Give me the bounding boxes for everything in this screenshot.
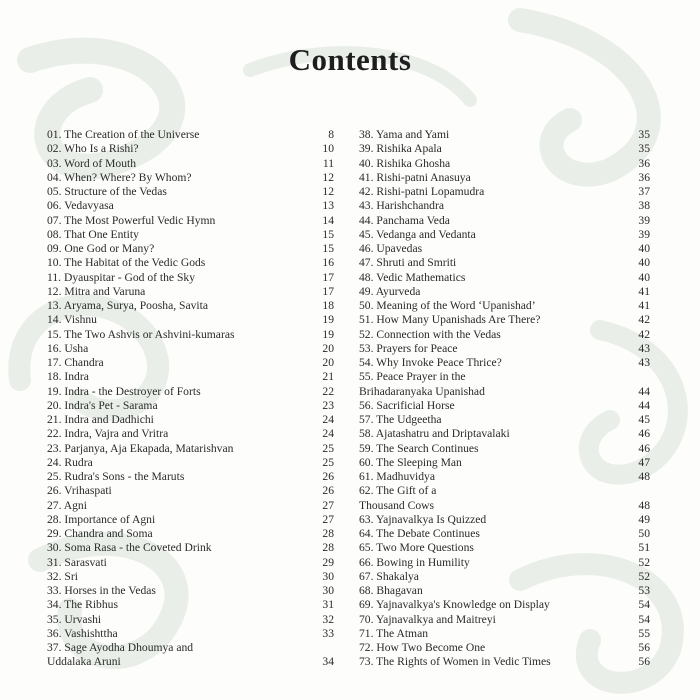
toc-entry [47,171,334,185]
toc-entry [359,157,650,171]
toc-entry-page: 40 [638,242,650,255]
toc-entry-page: 49 [638,512,650,526]
toc-entry-title: 28. Importance of Agni [47,512,156,526]
toc-entry-page: 8 [328,128,334,141]
toc-entry [47,385,334,399]
toc-entry [47,470,334,484]
toc-entry [47,285,334,299]
toc-entry-title: 07. The Most Powerful Vedic Hymn [47,213,216,227]
toc-entry-page: 15 [322,242,334,255]
toc-entry-title: 15. The Two Ashvis or Ashvini-kumaras [47,327,235,341]
toc-entry [359,641,650,655]
toc-entry-title: 41. Rishi-patni Anasuya [359,170,471,184]
toc-entry-title: 01. The Creation of the Universe [47,128,200,141]
toc-entry-title: 14. Vishnu [47,313,97,327]
toc-entry [359,299,650,313]
toc-entry-title: 58. Ajatashatru and Driptavalaki [359,427,510,441]
toc-entry-title: 13. Aryama, Surya, Poosha, Savita [47,299,209,312]
toc-entry-title: 23. Parjanya, Aja Ekapada, Matarishvan [47,441,234,455]
toc-entry [359,627,650,641]
toc-entry [47,399,334,413]
toc-right-column [359,128,650,670]
toc-entry-title: 61. Madhuvidya [359,470,435,483]
toc-entry-title: 35. Urvashi [47,612,102,626]
toc-entry-title: 70. Yajnavalkya and Maitreyi [359,612,496,626]
toc-entry-page: 40 [638,256,650,270]
toc-entry-page: 27 [322,512,334,526]
toc-entry-page: 37 [638,185,650,198]
toc-entry [359,128,650,142]
toc-entry-page: 45 [638,413,650,426]
toc-entry-page: 39 [638,227,650,241]
toc-entry-title: 47. Shruti and Smriti [359,256,457,270]
toc-entry [47,513,334,527]
toc-entry [359,199,650,213]
toc-entry [47,442,334,456]
toc-entry-page: 43 [638,341,650,355]
toc-entry [47,598,334,612]
toc-entry-title: 50. Meaning of the Word ‘Upanishad’ [359,299,536,312]
toc-entry-page: 46 [638,441,650,455]
toc-entry-title: 25. Rudra's Sons - the Maruts [47,470,185,483]
toc-entry-title: 69. Yajnavalkya's Knowledge on Display [359,598,550,612]
toc-entry-page: 30 [322,569,334,583]
toc-entry-title: 60. The Sleeping Man [359,455,462,469]
toc-entry [359,527,650,541]
toc-entry-page: 44 [638,384,650,398]
toc-entry-page: 10 [322,142,334,156]
toc-entry [359,328,650,342]
toc-entry-page: 13 [322,199,334,213]
toc-entry-page: 56 [638,641,650,654]
toc-entry-title: 39. Rishika Apala [359,142,442,156]
toc-entry-page: 29 [322,555,334,569]
toc-entry-page: 41 [638,299,650,312]
toc-entry-page: 46 [638,427,650,441]
toc-entry [47,228,334,242]
toc-entry-page: 39 [638,213,650,227]
toc-entry-title: 55. Peace Prayer in the Brihadaranyaka Upanishad [359,370,485,398]
toc-entry-page: 32 [322,612,334,626]
toc-left-column [47,128,334,670]
toc-entry-page: 24 [322,427,334,441]
toc-entry-title: 56. Sacrificial Horse [359,398,455,412]
toc-entry-page: 12 [322,185,334,198]
toc-entry [359,556,650,570]
toc-entry-page: 54 [638,612,650,626]
toc-entry-title: 16. Usha [47,341,89,355]
toc-entry-page: 26 [322,484,334,498]
toc-entry [359,214,650,228]
toc-entry-page: 55 [638,626,650,640]
toc-entry-page: 20 [322,341,334,355]
toc-entry-page: 41 [638,284,650,298]
toc-entry-page: 51 [638,541,650,555]
toc-entry [359,513,650,527]
toc-entry-page: 11 [322,156,334,170]
toc-entry-title: 48. Vedic Mathematics [359,270,466,284]
toc-entry [47,427,334,441]
toc-entry [359,427,650,441]
toc-entry [359,613,650,627]
toc-entry-title: 38. Yama and Yami [359,128,450,141]
toc-entry [47,413,334,427]
toc-entry [47,142,334,156]
toc-entry [47,356,334,370]
toc-entry-page: 31 [322,598,334,612]
toc-entry-title: 67. Shakalya [359,569,419,583]
toc-entry-title: 11. Dyauspitar - God of the Sky [47,270,196,284]
toc-entry-page: 14 [322,213,334,227]
toc-entry [359,228,650,242]
toc-entry [359,285,650,299]
toc-entry-title: 33. Horses in the Vedas [47,584,156,597]
toc-entry-page: 30 [322,584,334,597]
toc-entry-page: 24 [322,413,334,426]
toc-entry-title: 63. Yajnavalkya Is Quizzed [359,512,487,526]
toc-entry-title: 59. The Search Continues [359,441,479,455]
toc-entry-title: 18. Indra [47,370,89,384]
toc-entry-title: 51. How Many Upanishads Are There? [359,313,541,327]
toc-entry [359,370,650,399]
toc-entry-title: 02. Who Is a Rishi? [47,142,139,156]
toc-entry-title: 21. Indra and Dadhichi [47,413,154,426]
toc-entry [47,641,334,670]
toc-entry-page: 43 [638,356,650,369]
toc-entry-page: 36 [638,156,650,170]
toc-entry-title: 06. Vedavyasa [47,199,114,213]
toc-entry-page: 16 [322,256,334,270]
toc-entry [359,342,650,356]
toc-entry [47,199,334,213]
toc-entry-title: 40. Rishika Ghosha [359,156,451,170]
toc-entry-page: 19 [322,327,334,341]
toc-entry-page: 26 [322,470,334,483]
page-title: Contents [288,42,412,77]
toc-entry [47,627,334,641]
toc-entry-page: 56 [638,655,650,669]
toc-entry [47,128,334,142]
toc-entry [359,185,650,199]
toc-entry-title: 29. Chandra and Soma [47,527,153,540]
toc-entry-page: 27 [322,498,334,512]
toc-entry-title: 73. The Rights of Women in Vedic Times [359,655,551,669]
toc-entry-page: 17 [322,284,334,298]
toc-entry-title: 17. Chandra [47,356,104,369]
toc-entry [359,271,650,285]
toc-entry-title: 27. Agni [47,498,87,512]
toc-entry [359,655,650,669]
toc-entry-title: 20. Indra's Pet - Sarama [47,398,158,412]
toc-entry [359,598,650,612]
toc-entry-page: 23 [322,398,334,412]
toc-entry-page: 19 [322,313,334,327]
toc-entry-title: 65. Two More Questions [359,541,474,555]
toc-entry-page: 42 [638,313,650,327]
toc-entry [359,570,650,584]
toc-entry-title: 45. Vedanga and Vedanta [359,227,476,241]
toc-entry-page: 50 [638,527,650,540]
toc-entry-title: 49. Ayurveda [359,284,421,298]
toc-entry-page: 53 [638,584,650,597]
toc-entry-page: 48 [638,470,650,483]
toc-entry-page: 20 [322,356,334,369]
toc-entry [47,499,334,513]
toc-entry [359,470,650,484]
toc-entry [359,584,650,598]
toc-entry-page: 12 [322,170,334,184]
toc-entry-title: 05. Structure of the Vedas [47,185,167,198]
toc-entry [47,328,334,342]
toc-entry-title: 62. The Gift of a Thousand Cows [359,484,437,512]
toc-entry [47,613,334,627]
toc-entry-title: 37. Sage Ayodha Dhoumya and Uddalaka Aruni [47,641,194,669]
toc-entry-title: 43. Harishchandra [359,199,444,213]
toc-entry-page: 40 [638,270,650,284]
toc-entry [47,214,334,228]
toc-entry [47,556,334,570]
toc-entry-title: 42. Rishi-patni Lopamudra [359,185,485,198]
toc-entry-page: 22 [322,384,334,398]
toc-entry-title: 04. When? Where? By Whom? [47,170,192,184]
toc-entry [47,242,334,256]
toc-entry-page: 17 [322,270,334,284]
toc-entry-title: 03. Word of Mouth [47,156,137,170]
toc-entry-page: 54 [638,598,650,612]
toc-entry-title: 68. Bhagavan [359,584,423,597]
toc-entry [47,527,334,541]
toc-entry-page: 28 [322,541,334,555]
toc-entry-page: 15 [322,227,334,241]
toc-entry-title: 57. The Udgeetha [359,413,442,426]
toc-entry-title: 08. That One Entity [47,227,139,241]
toc-entry-page: 52 [638,555,650,569]
toc-entry [359,456,650,470]
toc-entry-title: 31. Sarasvati [47,555,107,569]
toc-entry-page: 35 [638,128,650,141]
toc-entry-title: 24. Rudra [47,455,93,469]
toc-entry-title: 44. Panchama Veda [359,213,450,227]
toc-entry-title: 34. The Ribhus [47,598,118,612]
toc-entry [359,399,650,413]
toc-entry-title: 54. Why Invoke Peace Thrice? [359,356,502,369]
toc-entry [359,171,650,185]
toc-entry [359,142,650,156]
toc-entry [47,541,334,555]
toc-entry [359,442,650,456]
toc-entry-page: 38 [638,199,650,213]
toc-entry [359,541,650,555]
toc-entry [47,157,334,171]
toc-entry-page: 28 [322,527,334,540]
toc-entry-title: 22. Indra, Vajra and Vritra [47,427,169,441]
toc-entry-title: 53. Prayers for Peace [359,341,458,355]
toc-entry [47,484,334,498]
toc-entry-title: 12. Mitra and Varuna [47,284,146,298]
toc-entry-title: 46. Upavedas [359,242,423,255]
toc-entry-title: 10. The Habitat of the Vedic Gods [47,256,206,270]
toc-entry-title: 09. One God or Many? [47,242,155,255]
toc-entry-page: 36 [638,170,650,184]
toc-entry-page: 52 [638,569,650,583]
toc-entry-page: 42 [638,327,650,341]
toc-entry [47,370,334,384]
toc-entry-page: 48 [638,498,650,512]
toc-entry-page: 18 [322,299,334,312]
toc-entry-title: 72. How Two Become One [359,641,486,654]
toc-entry [359,356,650,370]
toc-entry [47,271,334,285]
toc-entry [47,299,334,313]
toc-entry [47,456,334,470]
toc-entry [359,313,650,327]
toc-entry-title: 64. The Debate Continues [359,527,480,540]
toc-entry-page: 33 [322,626,334,640]
toc-entry [359,256,650,270]
toc-entry-title: 36. Vashishttha [47,626,118,640]
toc-entry [47,185,334,199]
toc-entry-title: 66. Bowing in Humility [359,555,470,569]
toc-entry [47,342,334,356]
toc-entry-title: 32. Sri [47,569,78,583]
toc-entry [47,584,334,598]
toc-entry-page: 25 [322,441,334,455]
toc-entry [47,256,334,270]
toc-entry-page: 25 [322,455,334,469]
toc-entry [359,484,650,513]
toc-entry-page: 21 [322,370,334,384]
toc-entry-title: 71. The Atman [359,626,429,640]
toc-entry-title: 30. Soma Rasa - the Coveted Drink [47,541,212,555]
toc-entry-page: 44 [638,398,650,412]
toc-entry-title: 26. Vrihaspati [47,484,112,498]
toc-entry [47,570,334,584]
toc-entry-page: 35 [638,142,650,156]
toc-entry-title: 52. Connection with the Vedas [359,327,501,341]
toc-entry [47,313,334,327]
toc-entry-page: 47 [638,455,650,469]
toc-entry-page: 34 [322,655,334,669]
toc-entry [359,242,650,256]
toc-entry [359,413,650,427]
toc-entry-title: 19. Indra - the Destroyer of Forts [47,384,201,398]
